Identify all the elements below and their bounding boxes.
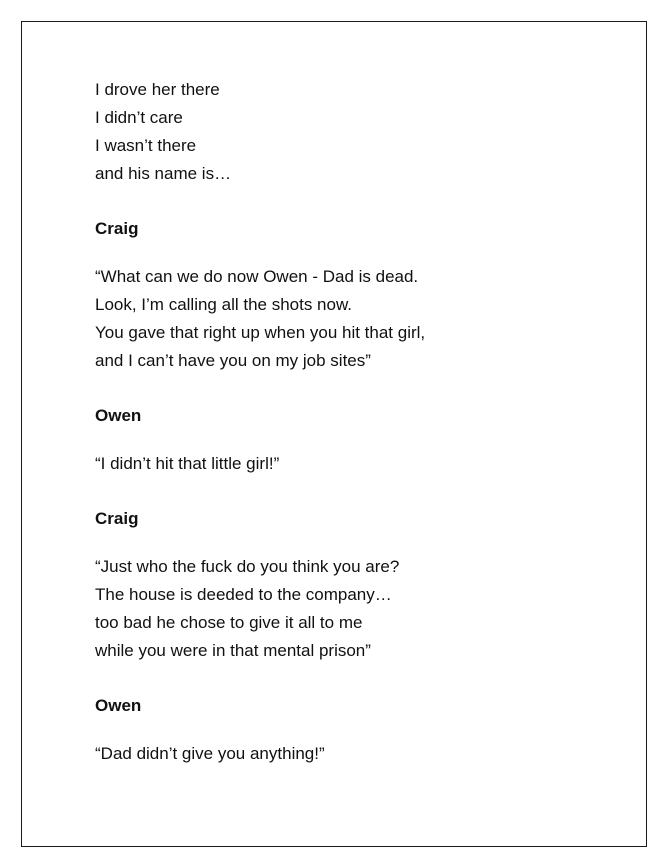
dialogue-block [95, 215, 615, 375]
speaker-name: Craig [95, 219, 139, 238]
dialogue-line: “Just who the fuck do you think you are? [95, 557, 400, 576]
intro-verse [95, 76, 615, 188]
speaker-name: Owen [95, 696, 142, 715]
verse-line: and his name is… [95, 164, 232, 183]
dialogue-line: while you were in that mental prison” [95, 641, 371, 660]
verse-line: I drove her there [95, 80, 220, 99]
dialogue-line: Look, I’m calling all the shots now. [95, 295, 353, 314]
speaker-name: Owen [95, 406, 142, 425]
dialogue-block [95, 402, 615, 478]
verse-line: I wasn’t there [95, 136, 197, 155]
dialogue-line: You gave that right up when you hit that girl, [95, 323, 426, 342]
speaker-name: Craig [95, 509, 139, 528]
dialogue-line: too bad he chose to give it all to me [95, 613, 363, 632]
dialogue-line: “What can we do now Owen - Dad is dead. [95, 267, 419, 286]
dialogue-line: The house is deeded to the company… [95, 585, 392, 604]
dialogue-block [95, 692, 615, 768]
dialogue-line: “Dad didn’t give you anything!” [95, 744, 325, 763]
script-page [21, 21, 647, 847]
dialogue-line: and I can’t have you on my job sites” [95, 351, 371, 370]
dialogue-line: “I didn’t hit that little girl!” [95, 454, 280, 473]
dialogue-block [95, 505, 615, 665]
script-content [95, 76, 615, 768]
verse-line: I didn’t care [95, 108, 183, 127]
